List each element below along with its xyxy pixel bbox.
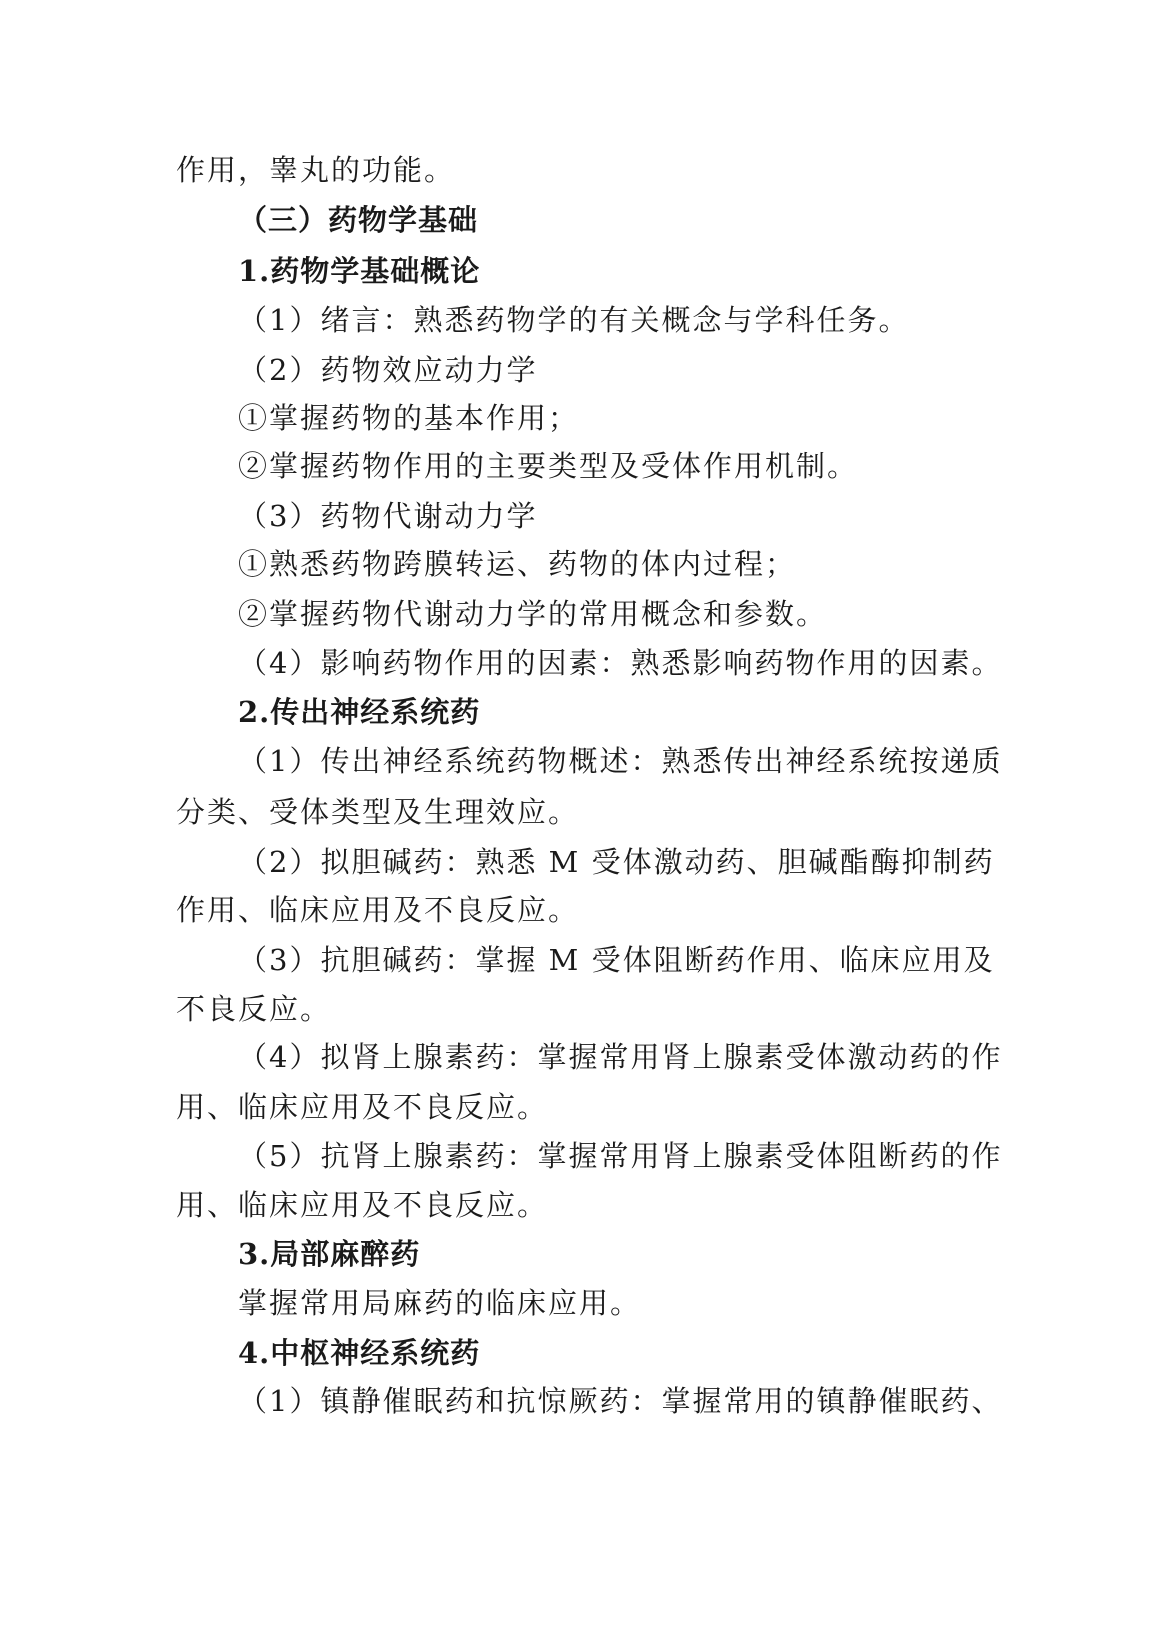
text-line: 用、临床应用及不良反应。 xyxy=(176,1188,549,1222)
text-line: 掌握常用局麻药的临床应用。 xyxy=(238,1286,642,1320)
text-line: ①掌握药物的基本作用； xyxy=(238,401,580,435)
text-line: （3）药物代谢动力学 xyxy=(238,499,538,533)
text-line: 用、临床应用及不良反应。 xyxy=(176,1090,549,1124)
text-line: ②掌握药物代谢动力学的常用概念和参数。 xyxy=(238,597,828,631)
text-line: 不良反应。 xyxy=(176,992,332,1026)
section-heading: （三）药物学基础 xyxy=(238,203,479,237)
text-line: （3）抗胆碱药：掌握 M 受体阻断药作用、临床应用及 xyxy=(238,943,995,977)
text-line: 作用、临床应用及不良反应。 xyxy=(176,893,580,927)
text-line: 作用，睾丸的功能。 xyxy=(176,153,456,187)
text-line: （2）药物效应动力学 xyxy=(238,353,538,387)
text-line: （1）镇静催眠药和抗惊厥药：掌握常用的镇静催眠药、 xyxy=(238,1384,1003,1418)
text-line: （4）影响药物作用的因素：熟悉影响药物作用的因素。 xyxy=(238,646,1003,680)
text-line: （5）抗肾上腺素药：掌握常用肾上腺素受体阻断药的作 xyxy=(238,1139,1003,1173)
text-line: （1）绪言：熟悉药物学的有关概念与学科任务。 xyxy=(238,303,910,337)
subsection-heading: 1.药物学基础概论 xyxy=(238,254,481,288)
text-line: （4）拟肾上腺素药：掌握常用肾上腺素受体激动药的作 xyxy=(238,1040,1003,1074)
subsection-heading: 2.传出神经系统药 xyxy=(238,695,481,729)
text-line: ①熟悉药物跨膜转运、药物的体内过程； xyxy=(238,547,797,581)
subsection-heading: 3.局部麻醉药 xyxy=(238,1237,421,1271)
subsection-heading: 4.中枢神经系统药 xyxy=(238,1336,481,1370)
text-line: 分类、受体类型及生理效应。 xyxy=(176,795,580,829)
text-line: ②掌握药物作用的主要类型及受体作用机制。 xyxy=(238,449,859,483)
text-line: （2）拟胆碱药：熟悉 M 受体激动药、胆碱酯酶抑制药 xyxy=(238,845,995,879)
text-line: （1）传出神经系统药物概述：熟悉传出神经系统按递质 xyxy=(238,744,1003,778)
